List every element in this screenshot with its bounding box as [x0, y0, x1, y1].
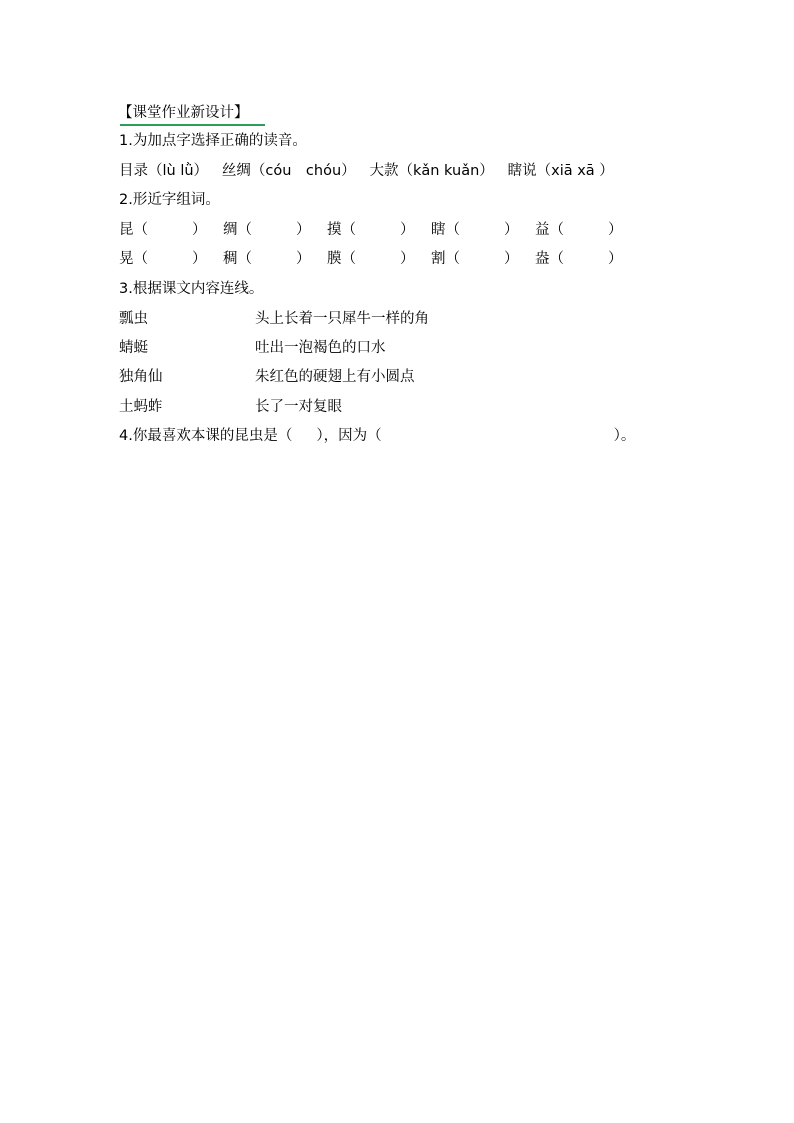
paren-open: （: [237, 222, 252, 238]
question-4-part-3: ）。: [613, 428, 636, 444]
question-2-prompt: 2.形近字组词。: [119, 192, 220, 208]
paren-close: ）: [504, 222, 519, 238]
word-group-cell: [535, 219, 623, 241]
paren-open: （: [133, 222, 148, 238]
word-group-row-1: [119, 219, 623, 241]
paren-open: （: [237, 251, 252, 267]
paren-open: （: [133, 251, 148, 267]
word-group-cell: [223, 248, 327, 270]
word-group-cell: [327, 248, 431, 270]
word-group-cell: [223, 219, 327, 241]
insect-description[interactable]: 朱红色的硬翅上有小圆点: [255, 369, 415, 385]
title-underline: [120, 124, 265, 126]
insect-name[interactable]: 蜻蜓: [119, 340, 148, 356]
insect-description[interactable]: 吐出一泡褐色的口水: [255, 340, 386, 356]
word-group-cell: [535, 248, 623, 270]
question-1-options: [119, 160, 614, 182]
character: 益: [535, 222, 550, 238]
insect-description[interactable]: 头上长着一只犀牛一样的角: [255, 311, 429, 327]
word-group-cell: [431, 248, 535, 270]
word-group-cell: [119, 248, 223, 270]
section-title: 【课堂作业新设计】: [118, 105, 249, 121]
character: 割: [431, 251, 446, 267]
paren-open: （: [445, 222, 460, 238]
paren-close: ）: [296, 222, 311, 238]
pinyin-option-1: 目录（lù lǜ）: [119, 163, 209, 179]
question-4-part-2: ），因为（: [316, 428, 382, 444]
character: 盎: [535, 251, 550, 267]
question-4-part-1: 4.你最喜欢本课的昆虫是（: [119, 428, 293, 444]
word-group-cell: [327, 219, 431, 241]
paren-open: （: [445, 251, 460, 267]
character: 绸: [223, 222, 238, 238]
paren-open: （: [341, 222, 356, 238]
question-4: [119, 425, 635, 447]
character: 稠: [223, 251, 238, 267]
word-group-row-2: [119, 248, 623, 270]
paren-open: （: [549, 222, 564, 238]
paren-close: ）: [296, 251, 311, 267]
paren-close: ）: [400, 251, 415, 267]
insect-name[interactable]: 土蚂蚱: [119, 399, 163, 415]
insect-name[interactable]: 独角仙: [119, 369, 163, 385]
question-3-prompt: 3.根据课文内容连线。: [119, 281, 264, 297]
character: 晃: [119, 251, 134, 267]
character: 瞎: [431, 222, 446, 238]
question-1-prompt: 1.为加点字选择正确的读音。: [119, 133, 307, 149]
paren-close: ）: [192, 251, 207, 267]
paren-close: ）: [192, 222, 207, 238]
paren-close: ）: [504, 251, 519, 267]
character: 膜: [327, 251, 342, 267]
insect-description[interactable]: 长了一对复眼: [255, 399, 342, 415]
pinyin-option-2: 丝绸（cóu chóu）: [221, 163, 356, 179]
paren-close: ）: [608, 222, 623, 238]
insect-name[interactable]: 瓢虫: [119, 311, 148, 327]
pinyin-option-3: 大款（kǎn kuǎn）: [369, 163, 494, 179]
paren-open: （: [341, 251, 356, 267]
word-group-cell: [119, 219, 223, 241]
character: 昆: [119, 222, 134, 238]
character: 摸: [327, 222, 342, 238]
word-group-cell: [431, 219, 535, 241]
paren-open: （: [549, 251, 564, 267]
pinyin-option-4: 瞎说（xiā xā ）: [507, 163, 614, 179]
paren-close: ）: [608, 251, 623, 267]
paren-close: ）: [400, 222, 415, 238]
